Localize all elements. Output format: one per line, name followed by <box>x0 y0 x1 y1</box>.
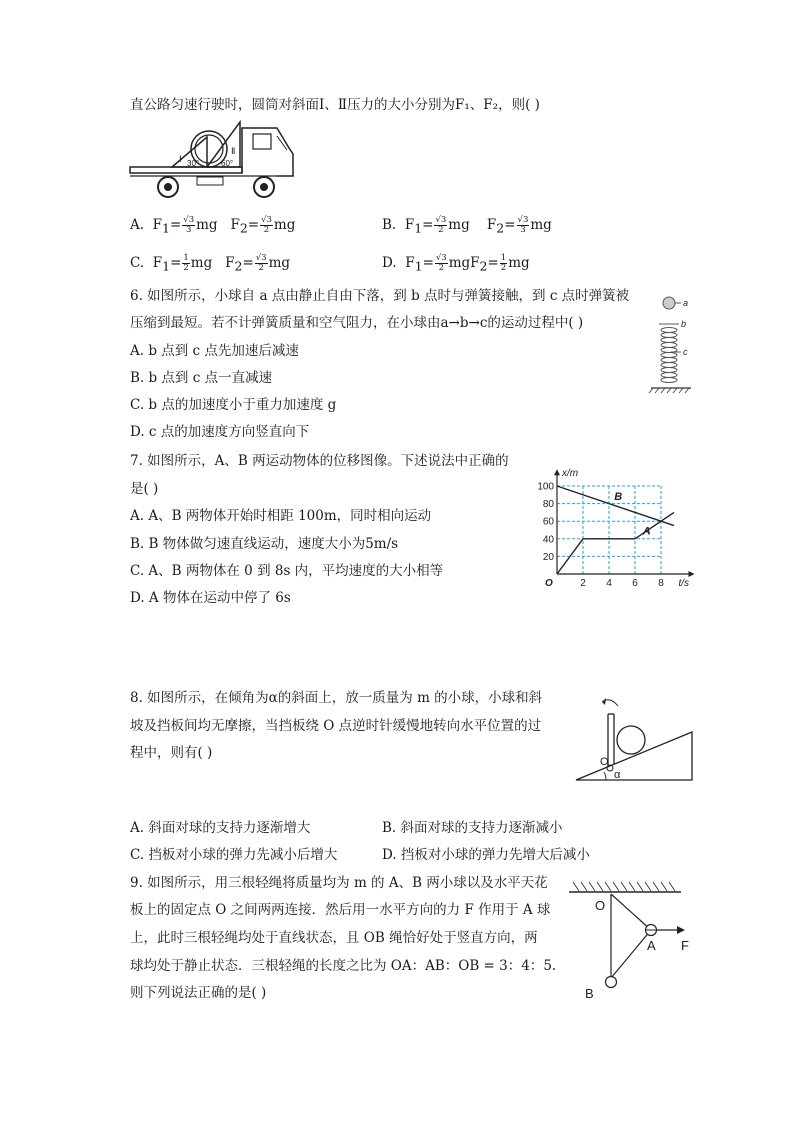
q9-line3: 上，此时三根轻绳均处于直线状态，且 OB 绳恰好处于竖直方向，两 <box>130 930 538 946</box>
y-tick-label: 100 <box>537 481 554 493</box>
truck-figure <box>127 118 299 202</box>
x-tick-label: 8 <box>658 578 664 588</box>
chart-series <box>557 486 674 574</box>
q5-option-b: B. $F_1=$ $\frac{√3}{2}$ mg $F_2=$ $\frac{√3}{3}$ mg <box>382 215 552 236</box>
q5-option-a: A. $F_1=$ $\frac{√3}{3}$ mg $F_2=$ $\frac{√3}{2}$ mg <box>130 215 296 236</box>
q8-option-c: C. 挡板对小球的弹力先减小后增大 <box>130 847 338 863</box>
y-tick-label: 80 <box>542 499 554 511</box>
q7-line1: 7. 如图所示，A、B 两运动物体的位移图像。下述说法中正确的 <box>130 453 509 469</box>
point-a-label: a <box>683 298 689 308</box>
y-axis-label: x/m <box>562 468 579 480</box>
q7-option-d: D. A 物体在运动中停了 6s <box>130 590 291 606</box>
q7-option-a: A. A、B 两物体开始时相距 100m，同时相向运动 <box>130 508 432 524</box>
chart-axes <box>554 469 695 577</box>
y-tick-label: 40 <box>542 534 554 546</box>
q9-line5: 则下列说法正确的是( ) <box>130 985 267 1001</box>
q6-line2: 压缩到最短。若不计弹簧质量和空气阻力，在小球由a→b→c的运动过程中( ) <box>130 315 584 331</box>
ball-a-label: A <box>647 938 656 953</box>
q9-line1: 9. 如图所示，用三根轻绳将质量均为 m 的 A、B 两小球以及水平天花 <box>130 875 548 891</box>
spring-figure <box>645 292 705 398</box>
q6-option-d: D. c 点的加速度方向竖直向下 <box>130 424 310 440</box>
q9-line2: 板上的固定点 O 之间两两连接．然后用一水平方向的力 F 作用于 A 球 <box>130 902 551 918</box>
x-tick-label: 6 <box>632 578 638 588</box>
series-label-B: B <box>614 491 623 504</box>
x-axis-label: t/s <box>678 578 690 588</box>
q6-option-b: B. b 点到 c 点一直减速 <box>130 370 273 386</box>
q5-option-c: C. $F_1=$ $\frac{1}{2}$ mg $F_2=$ $\frac{√3}{2}$ mg <box>130 253 291 274</box>
q8-option-a: A. 斜面对球的支持力逐渐增大 <box>130 820 311 836</box>
y-tick-label: 60 <box>542 516 554 528</box>
force-f-label: F <box>681 938 689 953</box>
angle-alpha-label: α <box>614 769 621 781</box>
x-tick-label: 4 <box>606 578 612 588</box>
q6-option-a: A. b 点到 c 点先加速后减速 <box>130 343 299 359</box>
q5-stem: 直公路匀速行驶时，圆筒对斜面Ⅰ、Ⅱ压力的大小分别为F₁、F₂，则( ) <box>130 97 540 113</box>
position-time-chart <box>535 458 705 588</box>
incline-figure <box>570 692 700 786</box>
q8-line2: 坡及挡板间均无摩擦，当挡板绕 O 点逆时针缓慢地转向水平位置的过 <box>130 718 542 734</box>
ropes-figure <box>565 878 705 1002</box>
q8-option-b: B. 斜面对球的支持力逐渐减小 <box>382 820 563 836</box>
angle1-label: 30° <box>187 159 200 168</box>
point-c-label: c <box>683 347 688 357</box>
q8-line3: 程中，则有( ) <box>130 745 213 761</box>
q7-option-b: B. B 物体做匀速直线运动，速度大小为5m/s <box>130 536 399 552</box>
q6-line1: 6. 如图所示，小球自 a 点由静止自由下落，到 b 点时与弹簧接触，到 c 点时弹簧被 <box>130 288 630 304</box>
q7-line2: 是( ) <box>130 481 159 497</box>
surface1-label: Ⅰ <box>179 154 182 164</box>
x-axis-arrow <box>689 571 695 577</box>
origin-label: O <box>545 578 553 588</box>
q9-line4: 球均处于静止状态．三根轻绳的长度之比为 OA：AB：OB = 3：4：5. <box>130 958 557 974</box>
q7-option-c: C. A、B 两物体在 0 到 8s 内，平均速度的大小相等 <box>130 563 444 579</box>
y-axis-arrow <box>554 469 560 475</box>
ball-b-label: B <box>585 986 594 1001</box>
point-b-label: b <box>681 319 687 329</box>
x-tick-label: 2 <box>580 578 586 588</box>
q8-option-d: D. 挡板对小球的弹力先增大后减小 <box>382 847 590 863</box>
angle2-label: 60° <box>221 159 234 168</box>
pivot-o-label: O <box>600 756 609 768</box>
point-o-label: O <box>595 898 606 913</box>
q5-option-d: D. $F_1=$ $\frac{√3}{2}$ mgF$_2$= $\frac{1}{2}$ mg <box>382 253 530 274</box>
y-tick-label: 20 <box>542 551 554 563</box>
surface2-label: Ⅱ <box>231 146 236 156</box>
q8-line1: 8. 如图所示，在倾角为α的斜面上，放一质量为 m 的小球，小球和斜 <box>130 690 543 706</box>
series-label-A: A <box>642 525 651 538</box>
q6-option-c: C. b 点的加速度小于重力加速度 g <box>130 397 337 413</box>
